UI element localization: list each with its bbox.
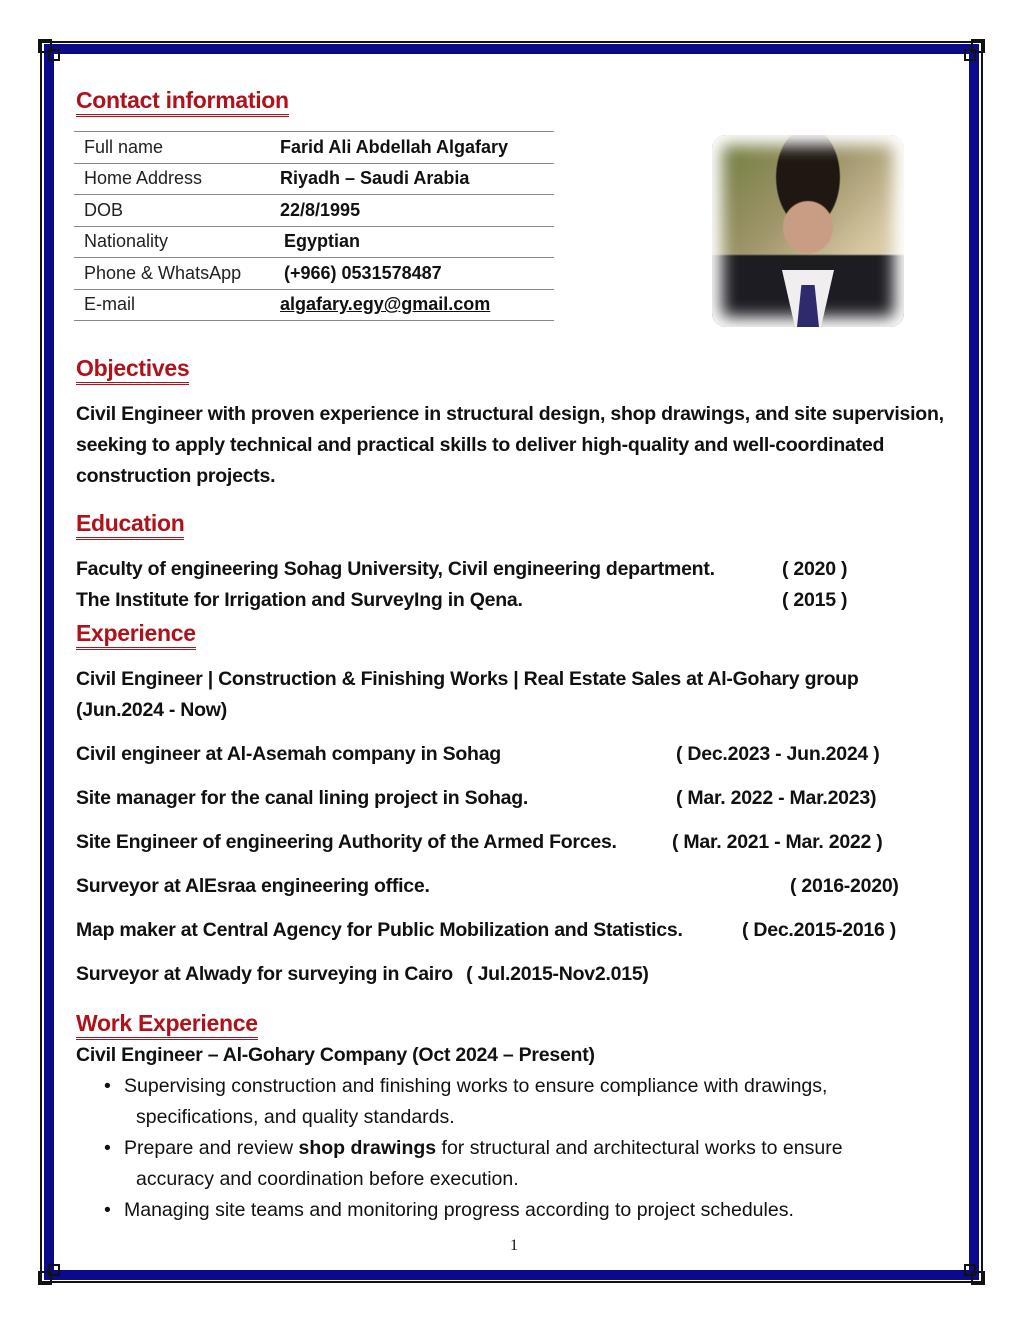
contact-table	[74, 131, 554, 321]
corner-ornament	[48, 49, 60, 61]
education-item: The Institute for Irrigation and SurveyIng in Qena.	[76, 589, 523, 611]
education-year: ( 2020 )	[782, 558, 848, 580]
work-experience-bullets	[100, 1071, 964, 1226]
email-cell	[270, 289, 554, 321]
bullet-pre: Prepare and review	[124, 1137, 299, 1159]
work-experience-heading: Work Experience	[76, 1010, 258, 1040]
objectives-text: Civil Engineer with proven experience in structural design, shop drawings, and site supervision, seeking to apply technical and practical skills to deliver high-quality and well-coordinated construction projects.	[76, 403, 944, 487]
objectives-heading: Objectives	[76, 355, 189, 385]
list-item	[124, 1195, 964, 1226]
education-heading-wrap	[76, 510, 184, 540]
table-row	[74, 132, 554, 164]
objectives-heading-wrap	[76, 355, 189, 385]
bullet-line2: specifications, and quality standards.	[136, 1106, 455, 1128]
list-item	[124, 1071, 964, 1133]
contact-section	[76, 87, 289, 117]
experience-date: ( Dec.2015-2016 )	[742, 919, 897, 941]
corner-ornament	[964, 1264, 976, 1276]
list-item	[124, 1133, 964, 1195]
experience-text: Surveyor at Alwady for surveying in Cairo	[76, 963, 453, 985]
contact-heading: Contact information	[76, 87, 289, 117]
bullet-line1: Supervising construction and finishing works to ensure compliance with drawings,	[124, 1075, 828, 1097]
bullet-bold: shop drawings	[298, 1137, 437, 1159]
table-row	[74, 226, 554, 258]
education-heading: Education	[76, 510, 184, 540]
education-year: ( 2015 )	[782, 589, 848, 611]
page-number: 1	[510, 1237, 518, 1254]
work-experience-title: Civil Engineer – Al-Gohary Company (Oct 2024 – Present)	[76, 1044, 595, 1066]
full-name-value: Farid Ali Abdellah Algafary	[270, 132, 554, 164]
experience-item	[76, 963, 649, 986]
home-address-label: Home Address	[74, 163, 270, 195]
experience-item: Civil Engineer | Construction & Finishing Works | Real Estate Sales at Al-Gohary group	[76, 668, 859, 690]
table-row	[74, 289, 554, 321]
phone-value: (+966) 0531578487	[270, 258, 554, 290]
phone-label: Phone & WhatsApp	[74, 258, 270, 290]
dob-value: 22/8/1995	[270, 195, 554, 227]
experience-date: ( Dec.2023 - Jun.2024 )	[676, 743, 880, 765]
experience-item: Site manager for the canal lining project in Sohag.	[76, 787, 529, 809]
bullet-line1: Managing site teams and monitoring progress according to project schedules.	[124, 1199, 794, 1221]
full-name-label: Full name	[74, 132, 270, 164]
bullet-line2: accuracy and coordination before execution.	[136, 1168, 519, 1190]
table-row	[74, 258, 554, 290]
profile-photo	[712, 135, 904, 327]
experience-item: Civil engineer at Al-Asemah company in Sohag	[76, 743, 501, 765]
home-address-value: Riyadh – Saudi Arabia	[270, 163, 554, 195]
table-row	[74, 195, 554, 227]
experience-date: ( Mar. 2022 - Mar.2023)	[676, 787, 877, 809]
experience-item: Surveyor at AlEsraa engineering office.	[76, 875, 430, 897]
email-label: E-mail	[74, 289, 270, 321]
experience-item: Map maker at Central Agency for Public Mobilization and Statistics.	[76, 919, 683, 941]
table-row	[74, 163, 554, 195]
corner-ornament	[48, 1264, 60, 1276]
experience-heading-wrap	[76, 620, 196, 650]
experience-date: ( Mar. 2021 - Mar. 2022 )	[672, 831, 883, 853]
experience-date: ( 2016-2020)	[790, 875, 899, 897]
nationality-label: Nationality	[74, 226, 270, 258]
email-link[interactable]: algafary.egy@gmail.com	[280, 294, 491, 315]
work-experience-heading-wrap	[76, 1010, 258, 1040]
dob-label: DOB	[74, 195, 270, 227]
education-item: Faculty of engineering Sohag University, Civil engineering department.	[76, 558, 715, 580]
nationality-value: Egyptian	[270, 226, 554, 258]
experience-item: Site Engineer of engineering Authority of the Armed Forces.	[76, 831, 617, 853]
corner-ornament	[964, 49, 976, 61]
bullet-post: for structural and architectural works to ensure	[436, 1137, 843, 1159]
experience-date: (Jun.2024 - Now)	[76, 699, 227, 721]
experience-heading: Experience	[76, 620, 196, 650]
experience-date: ( Jul.2015-Nov2.015)	[466, 963, 649, 985]
